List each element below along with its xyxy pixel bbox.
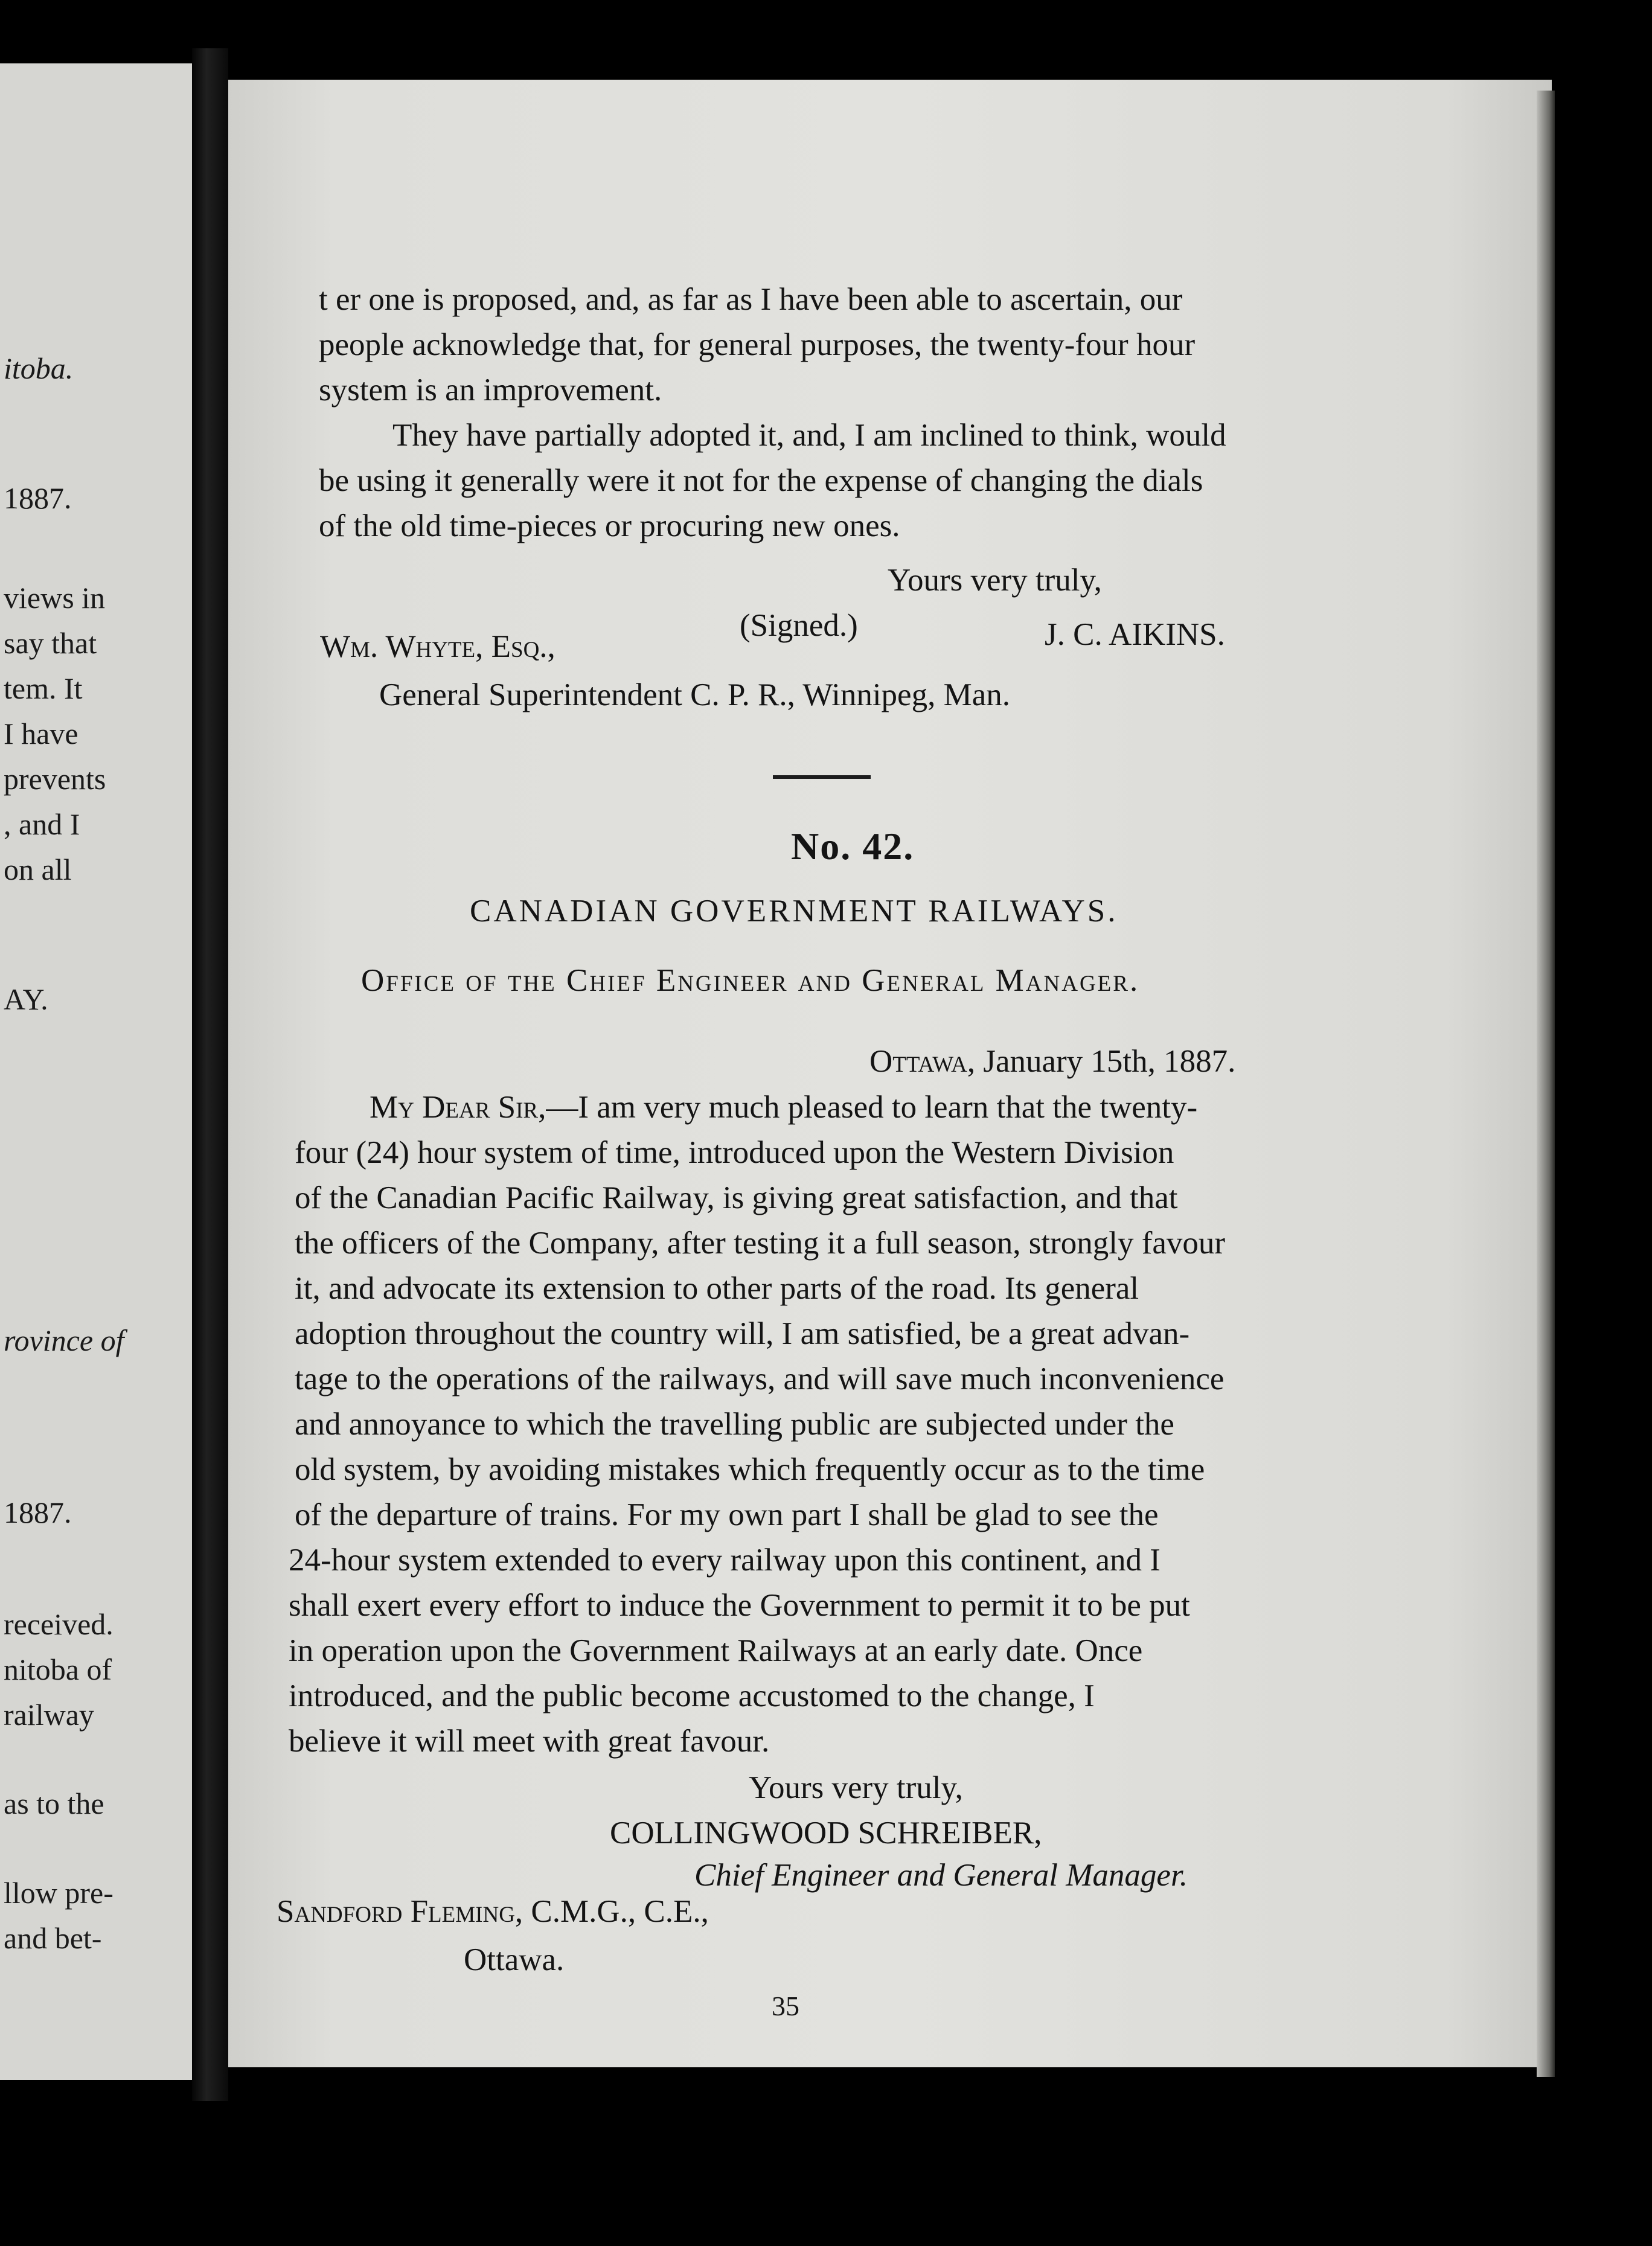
left-fragment: nitoba of <box>4 1653 112 1686</box>
dateline <box>869 1046 1235 1078</box>
left-fragment: tem. It <box>4 671 83 705</box>
left-fragment: on all <box>4 853 72 886</box>
body-line: shall exert every effort to induce the Government to permit it to be put <box>289 1588 1190 1623</box>
page-edge <box>1537 91 1555 2077</box>
body-line: adoption throughout the country will, I am satisfied, be a great advan- <box>295 1316 1190 1351</box>
body-line: old system, by avoiding mistakes which frequently occur as to the time <box>295 1452 1205 1487</box>
body-line: system is an improvement. <box>319 373 662 408</box>
left-fragment: views in <box>4 581 106 615</box>
dateline-place: Ottawa, <box>869 1044 976 1079</box>
body-line: believe it will meet with great favour. <box>289 1724 770 1759</box>
signed-note: (Signed.) <box>740 608 858 643</box>
left-fragment: AY. <box>4 982 48 1016</box>
body-line: 24-hour system extended to every railway upon this continent, and I <box>289 1543 1161 1578</box>
left-fragment: itoba. <box>4 351 74 385</box>
body-line: —I am very much pleased to learn that the twenty- <box>546 1090 1198 1125</box>
left-fragment: llow pre- <box>4 1876 114 1910</box>
body-line: four (24) hour system of time, introduced upon the Western Division <box>295 1135 1174 1170</box>
left-fragment: 1887. <box>4 1496 72 1529</box>
section-divider <box>773 775 871 779</box>
body-line: introduced, and the public become accustomed to the change, I <box>289 1678 1095 1713</box>
left-fragment: 1887. <box>4 481 72 515</box>
body-line: be using it generally were it not for the expense of changing the dials <box>319 463 1203 498</box>
addressee-name: Wm. Whyte, Esq., <box>320 629 555 664</box>
body-line: t er one is proposed, and, as far as I have been able to ascertain, our <box>319 282 1183 317</box>
page-number: 35 <box>772 1991 799 2021</box>
addressee-title: General Superintendent C. P. R., Winnipeg, Man. <box>379 677 1010 712</box>
addressee-city: Ottawa. <box>464 1942 565 1977</box>
left-fragment: rovince of <box>4 1323 124 1357</box>
body-line: it, and advocate its extension to other parts of the road. Its general <box>295 1271 1139 1306</box>
left-fragment: as to the <box>4 1787 104 1820</box>
left-fragment: and bet- <box>4 1921 102 1955</box>
book-gutter <box>192 48 228 2101</box>
signer-title: Chief Engineer and General Manager. <box>694 1858 1188 1893</box>
left-fragment: railway <box>4 1698 94 1732</box>
office-heading: Office of the Chief Engineer and General Manager. <box>361 963 1140 998</box>
left-fragment: prevents <box>4 762 106 796</box>
addressee-name: Sandford Fleming, C.M.G., C.E., <box>277 1894 709 1929</box>
signature: COLLINGWOOD SCHREIBER, <box>610 1816 1042 1851</box>
body-line: tage to the operations of the railways, and will save much inconvenience <box>295 1361 1225 1397</box>
left-fragment: received. <box>4 1607 114 1641</box>
document-number: No. 42. <box>791 825 915 868</box>
body-line: They have partially adopted it, and, I am inclined to think, would <box>392 418 1226 453</box>
left-fragment: say that <box>4 626 97 660</box>
body-line: in operation upon the Government Railways at an early date. Once <box>289 1633 1143 1668</box>
body-line: people acknowledge that, for general purposes, the twenty-four hour <box>319 327 1196 362</box>
body-line: and annoyance to which the travelling public are subjected under the <box>295 1407 1174 1442</box>
salutation: My Dear Sir, <box>370 1090 546 1125</box>
body-line: of the old time-pieces or procuring new ones. <box>319 508 900 543</box>
body-line: of the Canadian Pacific Railway, is giving great satisfaction, and that <box>295 1180 1178 1215</box>
closing: Yours very truly, <box>888 563 1102 598</box>
organization-heading: CANADIAN GOVERNMENT RAILWAYS. <box>470 894 1118 929</box>
closing: Yours very truly, <box>749 1770 963 1805</box>
left-fragment: I have <box>4 717 78 750</box>
signature: J. C. AIKINS. <box>1045 617 1225 652</box>
dateline-date: January 15th, 1887. <box>983 1044 1236 1079</box>
body-first-line <box>370 1092 1197 1124</box>
body-line: the officers of the Company, after testing it a full season, strongly favour <box>295 1226 1226 1261</box>
left-fragment: , and I <box>4 807 80 841</box>
body-line: of the departure of trains. For my own part I shall be glad to see the <box>295 1497 1159 1532</box>
